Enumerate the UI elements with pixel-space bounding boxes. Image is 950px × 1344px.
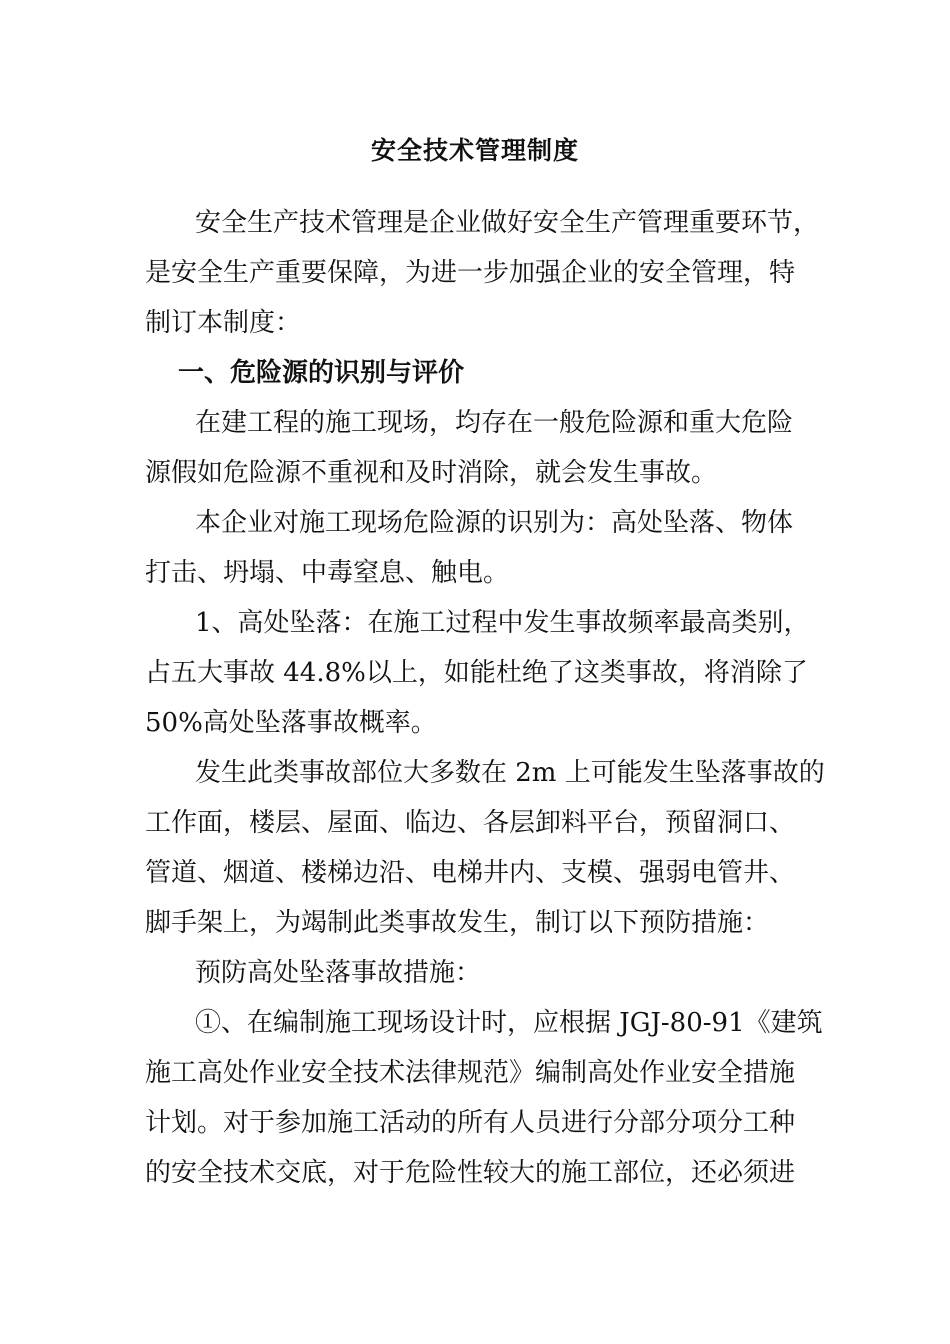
paragraph-line: 打击、坍塌、中毒窒息、触电。 xyxy=(145,558,510,588)
paragraph-line: 1、高处坠落：在施工过程中发生事故频率最高类别， xyxy=(195,608,810,638)
paragraph-line: 源假如危险源不重视和及时消除，就会发生事故。 xyxy=(145,458,718,488)
paragraph-line: 发生此类事故部位大多数在 2m 上可能发生坠落事故的 xyxy=(195,758,825,788)
paragraph-line: 50%高处坠落事故概率。 xyxy=(145,708,437,738)
paragraph-line: 占五大事故 44.8%以上，如能杜绝了这类事故，将消除了 xyxy=(145,658,808,688)
paragraph-line: 安全生产技术管理是企业做好安全生产管理重要环节， xyxy=(195,208,820,238)
paragraph-line: 在建工程的施工现场，均存在一般危险源和重大危险 xyxy=(195,408,794,438)
paragraph-line: 计划。对于参加施工活动的所有人员进行分部分项分工种 xyxy=(145,1108,796,1138)
paragraph-line: 管道、烟道、楼梯边沿、电梯井内、支模、强弱电管井、 xyxy=(145,858,796,888)
document-title: 安全技术管理制度 xyxy=(370,136,579,165)
paragraph-line: 脚手架上，为竭制此类事故发生，制订以下预防措施： xyxy=(145,908,770,938)
paragraph-line: 预防高处坠落事故措施： xyxy=(195,958,482,988)
paragraph-line: 工作面，楼层、屋面、临边、各层卸料平台，预留洞口、 xyxy=(145,808,796,838)
paragraph-line: 制订本制度： xyxy=(145,308,302,338)
paragraph-line: ①、在编制施工现场设计时，应根据 JGJ-80-91《建筑 xyxy=(195,1008,823,1038)
paragraph-line: 的安全技术交底，对于危险性较大的施工部位，还必须进 xyxy=(145,1158,796,1188)
section-heading: 一、危险源的识别与评价 xyxy=(178,358,465,388)
paragraph-line: 是安全生产重要保障，为进一步加强企业的安全管理，特 xyxy=(145,258,796,288)
paragraph-line: 本企业对施工现场危险源的识别为：高处坠落、物体 xyxy=(195,508,794,538)
paragraph-line: 施工高处作业安全技术法律规范》编制高处作业安全措施 xyxy=(145,1058,796,1088)
